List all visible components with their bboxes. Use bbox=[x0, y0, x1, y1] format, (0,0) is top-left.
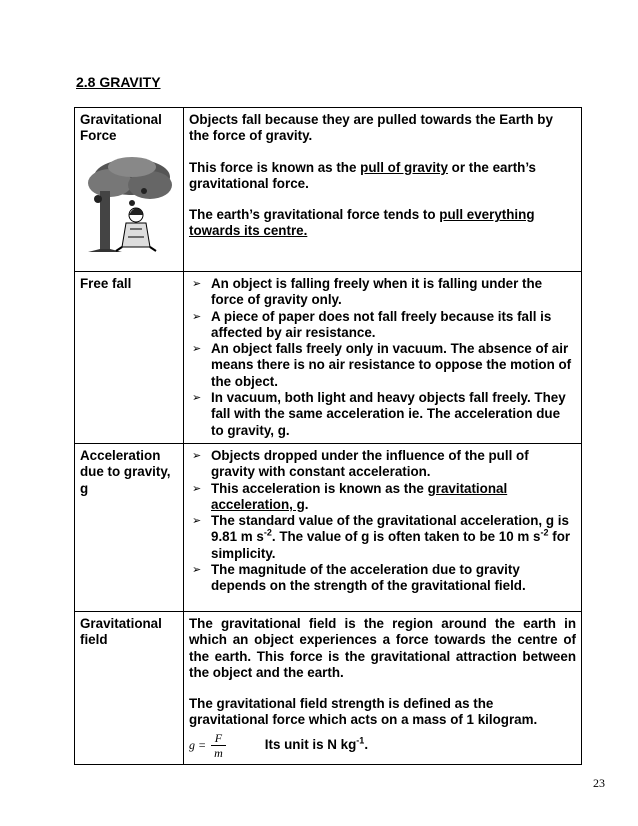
paragraph: Objects fall because they are pulled towards the Earth by the force of gravity. bbox=[189, 112, 553, 144]
text-run: or the earth’s gravitational force. bbox=[189, 159, 537, 191]
gravitational-acceleration-term: gravitational acceleration, g bbox=[211, 480, 508, 512]
section-title: 2.8 GRAVITY bbox=[76, 74, 161, 90]
exponent: -2 bbox=[540, 527, 549, 538]
formula-denominator: m bbox=[214, 745, 223, 760]
term-label: Acceleration due to gravity, g bbox=[80, 447, 171, 496]
page-number: 23 bbox=[593, 776, 605, 790]
field-strength-formula bbox=[189, 731, 576, 760]
table-row-gravitational-force bbox=[75, 108, 582, 272]
term-cell bbox=[75, 272, 184, 444]
bullet-list bbox=[189, 276, 576, 439]
text-run: for simplicity. bbox=[211, 529, 571, 561]
pull-of-gravity-term: pull of gravity bbox=[360, 159, 448, 175]
list-item bbox=[189, 276, 576, 309]
list-item bbox=[189, 481, 576, 514]
list-item bbox=[189, 390, 576, 439]
desc-cell bbox=[184, 443, 582, 611]
paragraph: The gravitational field strength is defined as the gravitational force which acts on a mass of 1 kilogram. bbox=[189, 696, 538, 728]
paragraph: The gravitational field is the region around the earth in which an object experiences a force towards the centre of the earth. This force is the gravitational attraction between the object and the earth. bbox=[189, 615, 576, 680]
arrow-bullet-icon: ➢ bbox=[192, 564, 202, 577]
bullet-text: Objects dropped under the influence of the pull of gravity with constant acceleration. bbox=[211, 447, 529, 480]
list-item bbox=[189, 562, 576, 595]
term-label: Gravitational Force bbox=[80, 112, 162, 144]
exponent: -2 bbox=[263, 527, 272, 538]
desc-cell bbox=[184, 611, 582, 764]
text-run: . bbox=[364, 737, 369, 753]
apple-tree-illustration bbox=[80, 155, 176, 253]
arrow-bullet-icon: ➢ bbox=[192, 515, 202, 528]
list-item bbox=[189, 341, 576, 390]
arrow-bullet-icon: ➢ bbox=[192, 343, 202, 356]
exponent: -1 bbox=[356, 735, 365, 746]
formula-numerator: F bbox=[211, 731, 226, 746]
text-run: . bbox=[304, 496, 309, 512]
table-row-field bbox=[75, 611, 582, 764]
bullet-text: The magnitude of the acceleration due to gravity depends on the strength of the gravitational field. bbox=[211, 562, 526, 594]
pull-everything-term: pull everything towards its centre. bbox=[189, 207, 535, 239]
term-cell bbox=[75, 443, 184, 611]
text-run: The earth’s gravitational force tends to bbox=[189, 207, 440, 223]
gravity-table bbox=[74, 107, 582, 765]
text-run: This force is known as the bbox=[189, 159, 361, 175]
paragraph bbox=[189, 160, 576, 193]
table-row-free-fall bbox=[75, 272, 582, 444]
term-cell bbox=[75, 108, 184, 272]
arrow-bullet-icon: ➢ bbox=[192, 449, 202, 462]
arrow-bullet-icon: ➢ bbox=[192, 278, 202, 290]
arrow-bullet-icon: ➢ bbox=[192, 310, 202, 323]
term-label: Free fall bbox=[80, 276, 132, 291]
bullet-text: This acceleration is known as the bbox=[211, 480, 428, 496]
list-item bbox=[189, 513, 576, 562]
bullet-text: In vacuum, both light and heavy objects fall freely. They fall with the same acceleration ie. The acceleration due to gravity, g. bbox=[211, 390, 566, 438]
formula-lhs: g = bbox=[189, 738, 207, 753]
term-cell bbox=[75, 611, 184, 764]
desc-cell bbox=[184, 272, 582, 444]
arrow-bullet-icon: ➢ bbox=[192, 392, 202, 405]
list-item bbox=[189, 309, 576, 342]
bullet-list bbox=[189, 448, 576, 595]
unit-text bbox=[265, 737, 368, 753]
text-run: . The value of g is often taken to be 10 m s bbox=[271, 529, 541, 545]
desc-cell bbox=[184, 108, 582, 272]
arrow-bullet-icon: ➢ bbox=[192, 482, 202, 495]
paragraph bbox=[189, 207, 576, 240]
bullet-text: The standard value of the gravitational acceleration, g is 9.81 m s bbox=[211, 513, 569, 545]
list-item bbox=[189, 448, 576, 481]
text-run: Its unit is N kg bbox=[264, 737, 357, 753]
table-row-acceleration bbox=[75, 443, 582, 611]
formula-fraction bbox=[189, 731, 227, 760]
term-label: Gravitational field bbox=[80, 615, 162, 648]
bullet-text: A piece of paper does not fall freely because its fall is affected by air resistance. bbox=[211, 308, 552, 340]
bullet-text: An object falls freely only in vacuum. The absence of air means there is no air resistance to oppose the motion of the object. bbox=[211, 341, 572, 389]
bullet-text: An object is falling freely when it is falling under the force of gravity only. bbox=[211, 276, 543, 308]
